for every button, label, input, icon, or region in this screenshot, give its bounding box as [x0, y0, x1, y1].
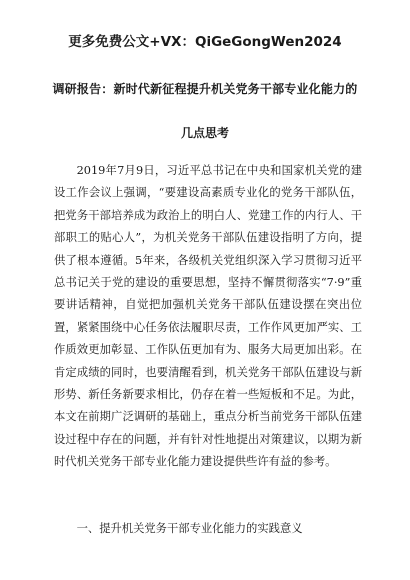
- promo-header: 更多免费公文+VX：QiGeGongWen2024: [68, 34, 342, 50]
- document-body: [54, 160, 362, 474]
- document-subtitle: 几点思考: [180, 126, 229, 140]
- document-title: 调研报告：新时代新征程提升机关党务干部专业化能力的: [52, 82, 358, 96]
- section-heading: 一、提升机关党务干部专业化能力的实践意义: [76, 522, 303, 535]
- body-paragraph: 2019年7月9日，习近平总书记在中央和国家机关党的建设工作会议上强调，“要建设高素质专业化的党务干部队伍，把党务干部培养成为政治上的明白人、党建工作的内行人、干部职工的贴心人”，为机关党务干部队伍建设指明了方向，提供了根本遵循。5年来，各级机关党组织深入学习贯彻习近平总书记关于党的建设的重要思想，坚持不懈贯彻落实“7·9”重要讲话精神，自觉把加强机关党务干部队伍建设摆在突出位置，紧紧围绕中心任务依法履职尽责，工作作风更加严实、工作质效更加彰显、工作队伍更加有为、服务大局更加出彩。在肯定成绩的同时，也要清醒看到，机关党务干部队伍建设与新形势、新任务新要求相比，仍存在着一些短板和不足。为此，本文在前期广泛调研的基础上，重点分析当前党务干部队伍建设过程中存在的问题，并有针对性地提出对策建议，以期为新时代机关党务干部专业化能力建设提供些许有益的参考。: [54, 164, 362, 469]
